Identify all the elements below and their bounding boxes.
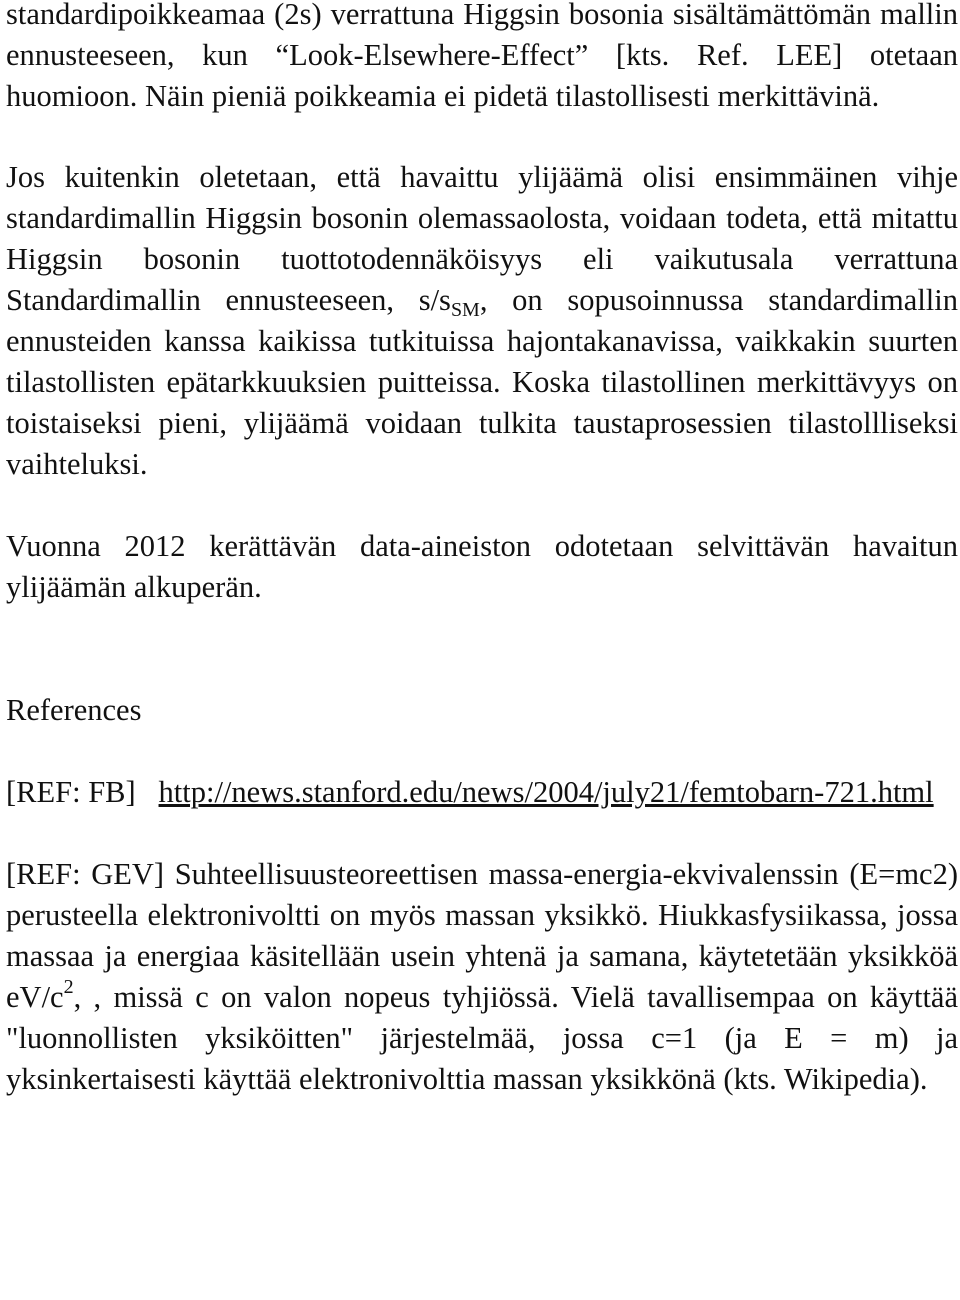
paragraph-outlook	[6, 526, 958, 608]
paragraph-interpretation-text-start: Jos kuitenkin oletetaan, että havaittu ylijäämä olisi ensimmäinen vihje standardimallin Higgsin bosonin olemassaolosta, voidaan todeta, että mitattu Higgsin bosonin tuottotodennäköisyys eli vaikutusala verrattuna Standardimallin ennusteeseen, s/s	[6, 160, 958, 317]
paragraph-significance-text: standardipoikkeamaa (2s) verrattuna Higgsin bosonia sisältämättömän mallin ennusteeseen, kun “Look-Elsewhere-Effect” [kts. Ref. LEE] otetaan huomioon. Näin pieniä poikkeamia ei pidetä tilastollisesti merkittävinä.	[6, 0, 958, 113]
reference-fb-label: [REF: FB]	[6, 775, 136, 809]
reference-fb-link[interactable]: http://news.stanford.edu/news/2004/july21/femtobarn-721.html	[158, 775, 934, 809]
paragraph-interpretation-text-end: , on sopusoinnussa standardimallin ennusteiden kanssa kaikissa tutkituissa hajontakanavissa, vaikkakin suurten tilastollisten epätarkkuuksien puitteissa. Koska tilastollinen merkittävyys on toistaiseksi pieni, ylijäämä voidaan tulkita taustaprosessien tilastollliseksi vaihteluksi.	[6, 283, 958, 481]
paragraph-interpretation	[6, 157, 958, 485]
paragraph-significance	[6, 0, 958, 117]
reference-gev-text-start: Suhteellisuusteoreettisen massa-energia-ekvivalenssin (E=mc2) perusteella elektronivoltti on myös massan yksikkö. Hiukkasfysiikassa, jossa massaa ja energiaa käsitellään usein yhtenä ja samana, käytetetään yksikköä eV/c	[6, 857, 958, 1014]
superscript-two: 2	[63, 976, 74, 998]
reference-gev-label: [REF: GEV]	[6, 857, 165, 891]
reference-gev-text-end: , , missä c on valon nopeus tyhjiössä. Vielä tavallisempaa on käyttää "luonnollisten yksiköitten" järjestelmää, jossa c=1 (ja E = m) ja yksinkertaisesti käyttää elektronivolttia massan yksikkönä (kts. Wikipedia).	[6, 980, 958, 1096]
subscript-sm: SM	[450, 299, 480, 321]
references-heading-text: References	[6, 693, 142, 727]
document-page	[6, 0, 958, 1100]
reference-fb	[6, 772, 958, 813]
reference-gev	[6, 854, 958, 1100]
references-heading	[6, 690, 958, 731]
paragraph-outlook-text: Vuonna 2012 kerättävän data-aineiston odotetaan selvittävän havaitun ylijäämän alkuperän.	[6, 529, 958, 604]
